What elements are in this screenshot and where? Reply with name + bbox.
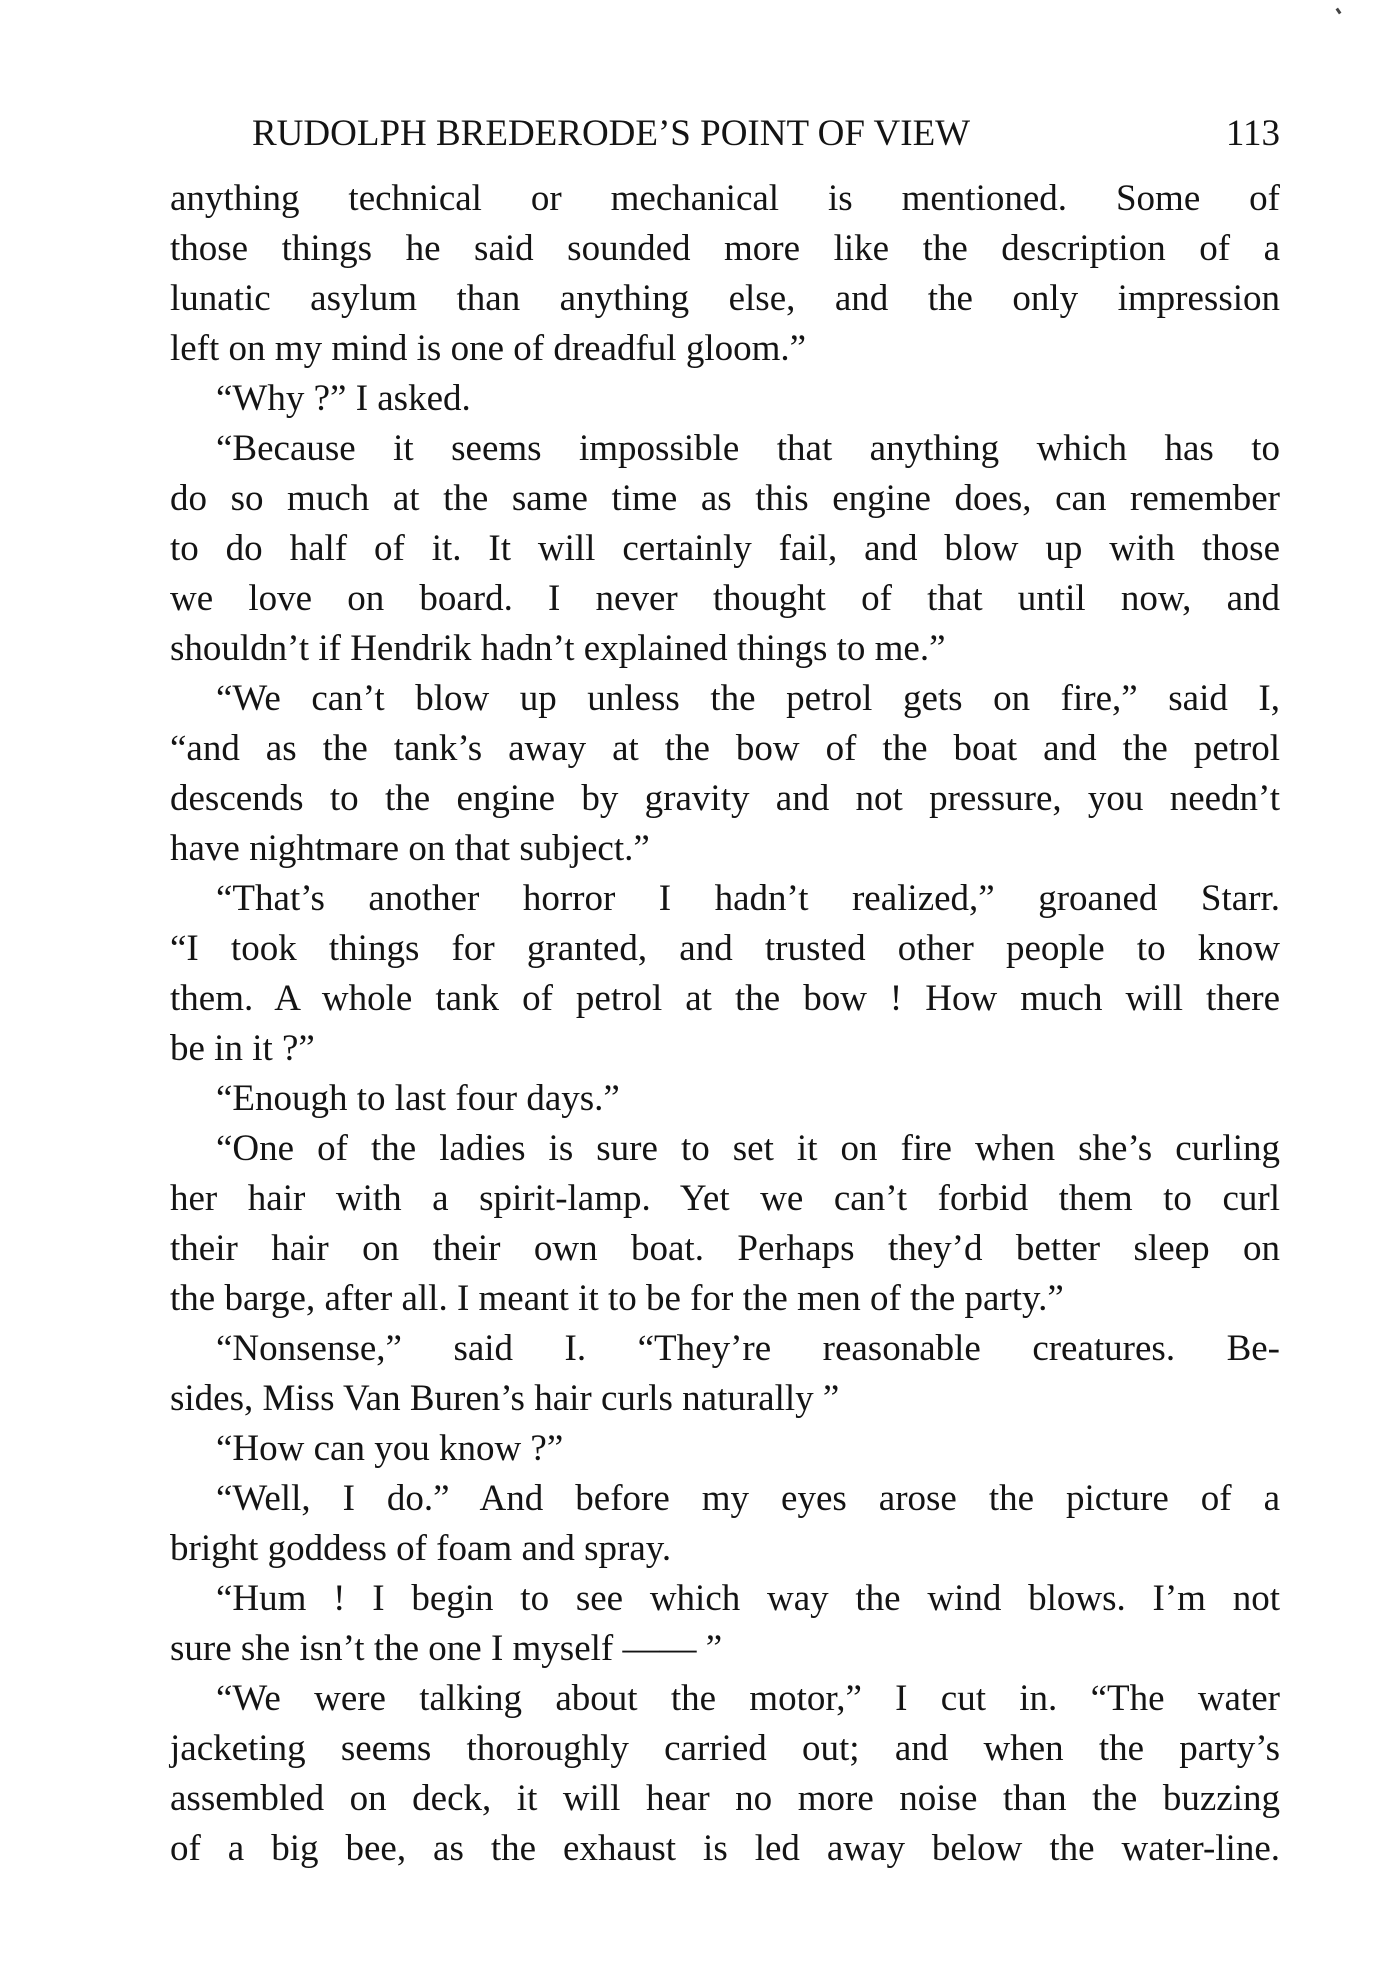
text-line: “Because it seems impossible that anything which has to <box>216 428 1280 469</box>
text-line: left on my mind is one of dreadful gloom.” <box>170 328 807 369</box>
text-line: “We can’t blow up unless the petrol gets on fire,” said I, <box>216 678 1280 719</box>
text-line: them. A whole tank of petrol at the bow ! How much will there <box>170 978 1280 1019</box>
text-line: “Hum ! I begin to see which way the wind blows. I’m not <box>216 1578 1280 1619</box>
text-line: do so much at the same time as this engine does, can remember <box>170 478 1280 519</box>
text-line: be in it ?” <box>170 1028 315 1069</box>
text-line: sure she isn’t the one I myself —— ” <box>170 1628 723 1669</box>
text-line: “How can you know ?” <box>216 1428 564 1469</box>
text-line: to do half of it. It will certainly fail, and blow up with those <box>170 528 1280 569</box>
text-line: “Well, I do.” And before my eyes arose the picture of a <box>216 1478 1280 1519</box>
text-line: “Nonsense,” said I. “They’re reasonable creatures. Be- <box>216 1328 1280 1369</box>
text-line: we love on board. I never thought of that until now, and <box>170 578 1280 619</box>
text-line: sides, Miss Van Buren’s hair curls naturally ” <box>170 1378 840 1419</box>
text-line: shouldn’t if Hendrik hadn’t explained things to me.” <box>170 628 946 669</box>
text-line: have nightmare on that subject.” <box>170 828 650 869</box>
text-line: descends to the engine by gravity and not pressure, you needn’t <box>170 778 1280 819</box>
text-line: the barge, after all. I meant it to be for the men of the party.” <box>170 1278 1064 1319</box>
text-line: “We were talking about the motor,” I cut in. “The water <box>216 1678 1280 1719</box>
running-head <box>170 112 1280 172</box>
text-line: anything technical or mechanical is mentioned. Some of <box>170 178 1280 219</box>
text-line: of a big bee, as the exhaust is led away below the water-line. <box>170 1828 1280 1869</box>
text-line: “That’s another horror I hadn’t realized,” groaned Starr. <box>216 878 1280 919</box>
running-title: RUDOLPH BREDERODE’S POINT OF VIEW <box>252 113 971 154</box>
text-line: assembled on deck, it will hear no more noise than the buzzing <box>170 1778 1280 1819</box>
text-line: jacketing seems thoroughly carried out; and when the party’s <box>170 1728 1280 1769</box>
text-line: “Why ?” I asked. <box>216 378 471 419</box>
text-line: her hair with a spirit-lamp. Yet we can’t forbid them to curl <box>170 1178 1280 1219</box>
page-edge-speck <box>1336 8 1342 15</box>
body-text <box>170 174 1280 1874</box>
text-line: “I took things for granted, and trusted other people to know <box>170 928 1280 969</box>
page-number: 113 <box>1225 113 1280 154</box>
text-line: “Enough to last four days.” <box>216 1078 620 1119</box>
text-line: those things he said sounded more like the description of a <box>170 228 1280 269</box>
text-line: bright goddess of foam and spray. <box>170 1528 672 1569</box>
text-line: “One of the ladies is sure to set it on fire when she’s curling <box>216 1128 1280 1169</box>
text-line: lunatic asylum than anything else, and the only impression <box>170 278 1280 319</box>
text-line: their hair on their own boat. Perhaps they’d better sleep on <box>170 1228 1280 1269</box>
text-line: “and as the tank’s away at the bow of the boat and the petrol <box>170 728 1280 769</box>
